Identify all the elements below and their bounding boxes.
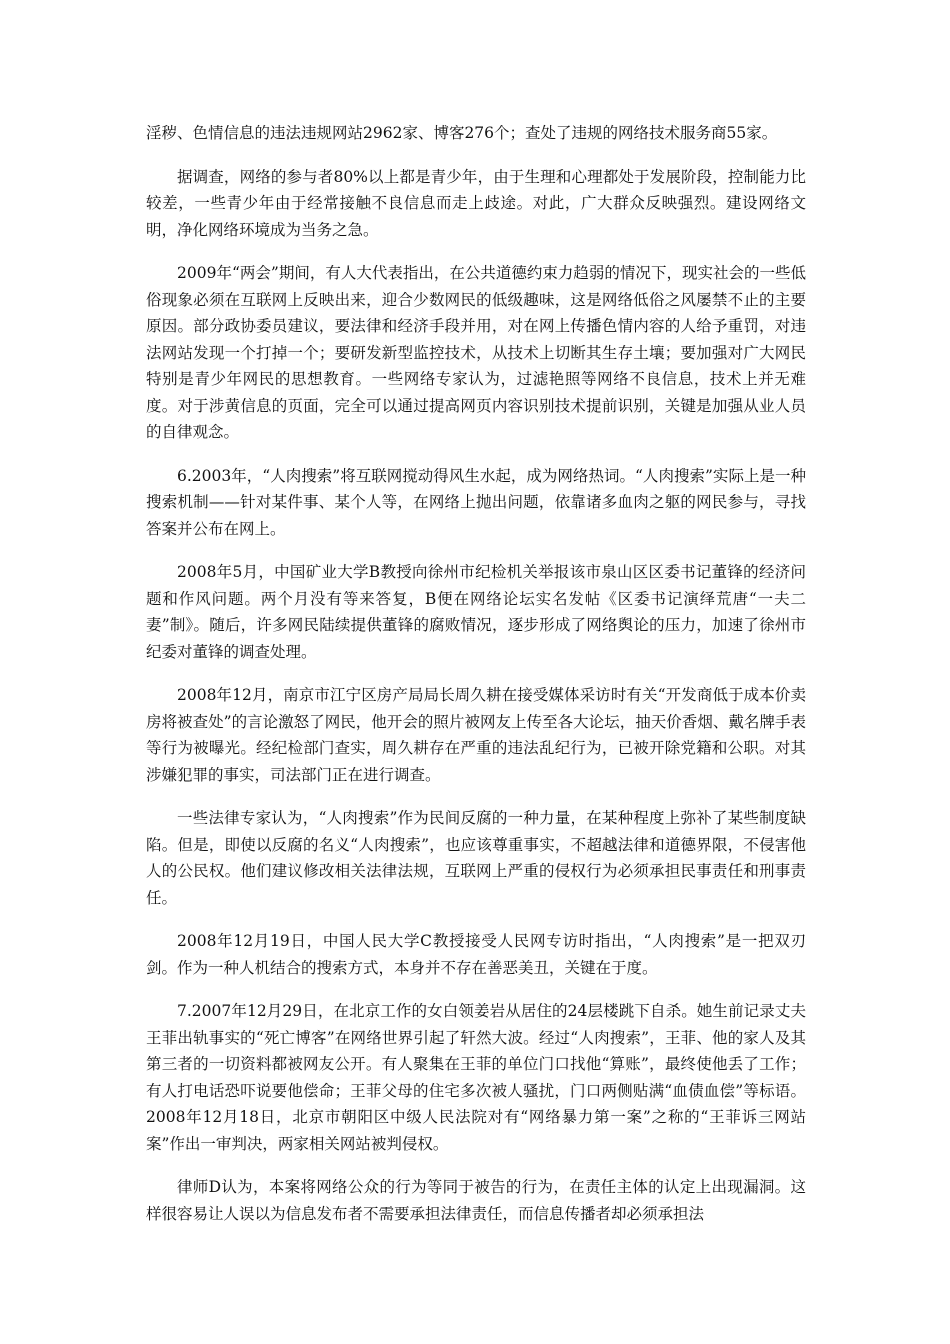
- paragraph-4: 6.2003年，“人肉搜索”将互联网搅动得风生水起，成为网络热词。“人肉搜索”实际上是一种搜索机制——针对某件事、某个人等，在网络上抛出问题，依靠诸多血肉之躯的网民参与，寻找答案并公布在网上。: [146, 466, 806, 538]
- paragraph-10: 律师D认为，本案将网络公众的行为等同于被告的行为，在责任主体的认定上出现漏洞。这样很容易让人误以为信息发布者不需要承担法律责任，而信息传播者却必须承担法: [146, 1178, 806, 1223]
- paragraph-5: 2008年5月，中国矿业大学B教授向徐州市纪检机关举报该市泉山区区委书记董锋的经济问题和作风问题。两个月没有等来答复，B便在网络论坛实名发帖《区委书记演绎荒唐“一夫二妻”制》。随后，许多网民陆续提供董锋的腐败情况，逐步形成了网络舆论的压力，加速了徐州市纪委对董锋的调查处理。: [146, 563, 806, 661]
- paragraph-8: 2008年12月19日，中国人民大学C教授接受人民网专访时指出，“人肉搜索”是一把双刃剑。作为一种人机结合的搜索方式，本身并不存在善恶美丑，关键在于度。: [146, 932, 806, 977]
- paragraph-3: 2009年“两会”期间，有人大代表指出，在公共道德约束力趋弱的情况下，现实社会的一些低俗现象必须在互联网上反映出来，迎合少数网民的低级趣味，这是网络低俗之风屡禁不止的主要原因。部分政协委员建议，要法律和经济手段并用，对在网上传播色情内容的人给予重罚，对违法网站发现一个打掉一个；要研发新型监控技术，从技术上切断其生存土壤；要加强对广大网民特别是青少年网民的思想教育。一些网络专家认为，过滤艳照等网络不良信息，技术上并无难度。对于涉黄信息的页面，完全可以通过提高网页内容识别技术提前识别，关键是加强从业人员的自律观念。: [146, 264, 806, 441]
- paragraph-6: 2008年12月，南京市江宁区房产局局长周久耕在接受媒体采访时有关“开发商低于成本价卖房将被查处”的言论激怒了网民，他开会的照片被网友上传至各大论坛，抽天价香烟、戴名牌手表等行为被曝光。经纪检部门查实，周久耕存在严重的违法乱纪行为，已被开除党籍和公职。对其涉嫌犯罪的事实，司法部门正在进行调查。: [146, 686, 806, 784]
- paragraph-9: 7.2007年12月29日，在北京工作的女白领姜岩从居住的24层楼跳下自杀。她生前记录丈夫王菲出轨事实的“死亡博客”在网络世界引起了轩然大波。经过“人肉搜索”，王菲、他的家人及其第三者的一切资料都被网友公开。有人聚集在王菲的单位门口找他“算账”，最终使他丢了工作；有人打电话恐吓说要他偿命；王菲父母的住宅多次被人骚扰，门口两侧贴满“血债血偿”等标语。2008年12月18日，北京市朝阳区中级人民法院对有“网络暴力第一案”之称的“王菲诉三网站案”作出一审判决，两家相关网站被判侵权。: [146, 1002, 806, 1153]
- paragraph-2: 据调查，网络的参与者80%以上都是青少年，由于生理和心理都处于发展阶段，控制能力比较差，一些青少年由于经常接触不良信息而走上歧途。对此，广大群众反映强烈。建设网络文明，净化网络环境成为当务之急。: [146, 167, 806, 239]
- document-page: [146, 120, 806, 1244]
- paragraph-1: 淫秽、色情信息的违法违规网站2962家、博客276个；查处了违规的网络技术服务商55家。: [146, 124, 778, 142]
- paragraph-7: 一些法律专家认为，“人肉搜索”作为民间反腐的一种力量，在某种程度上弥补了某些制度缺陷。但是，即使以反腐的名义“人肉搜索”，也应该尊重事实，不超越法律和道德界限，不侵害他人的公民权。他们建议修改相关法律法规，互联网上严重的侵权行为必须承担民事责任和刑事责任。: [146, 809, 806, 907]
